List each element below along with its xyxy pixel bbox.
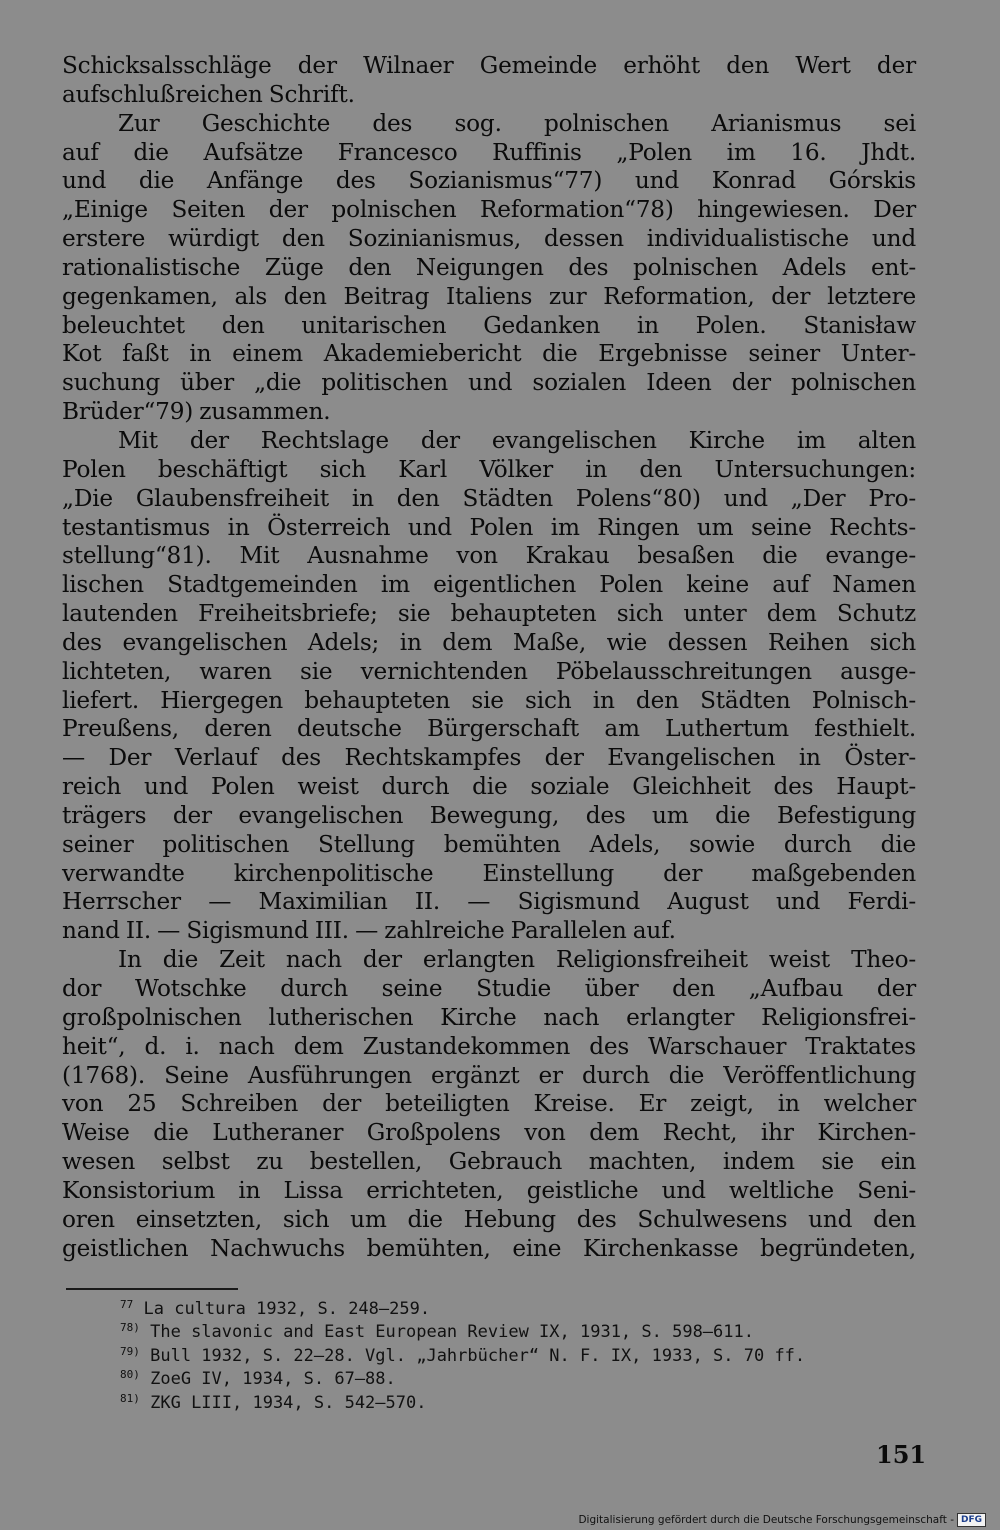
footnote-79 (120, 1345, 920, 1368)
footnote-text: Bull 1932, S. 22—28. Vgl. „Jahrbücher“ N. F. IX, 1933, S. 70 ff. (150, 1345, 806, 1366)
text-line: beleuchtet den unitarischen Gedanken in Polen. Stanisław (62, 311, 916, 339)
paragraph-1 (62, 52, 916, 110)
paragraph-3 (62, 427, 916, 946)
text-line: lichteten, waren sie vernichtenden Pöbelausschreitungen ausge- (62, 657, 916, 685)
text-line: liefert. Hiergegen behaupteten sie sich in den Städten Polnisch- (62, 686, 916, 714)
footnote-text: ZoeG IV, 1934, S. 67—88. (150, 1369, 396, 1390)
text-line: aufschlußreichen Schrift. (62, 80, 355, 108)
text-line: des evangelischen Adels; in dem Maße, wie dessen Reihen sich (62, 628, 916, 656)
text-line: Weise die Lutheraner Großpolens von dem Recht, ihr Kirchen- (62, 1119, 916, 1147)
footnote-78 (120, 1321, 920, 1344)
footnote-mark: 77 (120, 1298, 134, 1311)
text-line: reich und Polen weist durch die soziale Gleichheit des Haupt- (62, 773, 916, 801)
text-line: Herrscher — Maximilian II. — Sigismund August und Ferdi- (62, 888, 916, 916)
footnote-text: ZKG LIII, 1934, S. 542—570. (150, 1392, 427, 1413)
text-line: Schicksalsschläge der Wilnaer Gemeinde erhöht den Wert der (62, 52, 916, 79)
paragraph-4 (62, 946, 916, 1263)
text-line: geistlichen Nachwuchs bemühten, eine Kirchenkasse begründeten, (62, 1234, 916, 1262)
footnote-80 (120, 1368, 920, 1391)
text-line: — Der Verlauf des Rechtskampfes der Evangelischen in Öster- (62, 744, 916, 772)
text-line: Zur Geschichte des sog. polnischen Arianismus sei (118, 109, 916, 137)
text-line: gegenkamen, als den Beitrag Italiens zur Reformation, der letztere (62, 282, 916, 310)
dfg-logo-icon: DFG (957, 1513, 986, 1527)
text-line: rationalistische Züge den Neigungen des polnischen Adels ent- (62, 253, 916, 281)
footnote-81 (120, 1392, 920, 1415)
text-line: auf die Aufsätze Francesco Ruffinis „Polen im 16. Jhdt. (62, 138, 916, 166)
text-line: Brüder“79) zusammen. (62, 398, 331, 426)
text-line: verwandte kirchenpolitische Einstellung der maßgebenden (62, 859, 916, 887)
text-line: Preußens, deren deutsche Bürgerschaft am Luthertum festhielt. (62, 715, 916, 743)
footnote-mark: 79) (120, 1344, 140, 1358)
text-line: stellung“81). Mit Ausnahme von Krakau besaßen die evange- (62, 542, 916, 570)
footnote-mark: 80) (120, 1368, 140, 1382)
text-line: suchung über „die politischen und sozialen Ideen der polnischen (62, 369, 916, 397)
footnote-77 (120, 1298, 920, 1321)
paragraph-2 (62, 110, 916, 427)
text-line: testantismus in Österreich und Polen im Ringen um seine Rechts- (62, 513, 916, 541)
page-number: 151 (876, 1440, 927, 1469)
footnote-mark: 78) (120, 1321, 140, 1335)
footnote-separator (66, 1288, 238, 1290)
text-line: Polen beschäftigt sich Karl Völker in den Untersuchungen: (62, 455, 916, 483)
text-line: „Einige Seiten der polnischen Reformation“78) hingewiesen. Der (62, 196, 916, 224)
text-line: von 25 Schreiben der beteiligten Kreise. Er zeigt, in welcher (62, 1090, 916, 1118)
text-line: wesen selbst zu bestellen, Gebrauch machten, indem sie ein (62, 1148, 916, 1176)
footnote-mark: 81) (120, 1391, 140, 1405)
text-line: lautenden Freiheitsbriefe; sie behaupteten sich unter dem Schutz (62, 600, 916, 628)
text-line: Kot faßt in einem Akademiebericht die Ergebnisse seiner Unter- (62, 340, 916, 368)
text-line: Mit der Rechtslage der evangelischen Kirche im alten (118, 426, 916, 454)
text-line: erstere würdigt den Sozinianismus, dessen individualistische und (62, 225, 916, 253)
text-line: heit“, d. i. nach dem Zustandekommen des Warschauer Traktates (62, 1032, 916, 1060)
text-line: und die Anfänge des Sozianismus“77) und Konrad Górskis (62, 167, 916, 195)
footnotes (120, 1298, 920, 1415)
footnote-text: La cultura 1932, S. 248—259. (143, 1299, 431, 1319)
text-line: (1768). Seine Ausführungen ergänzt er durch die Veröffentlichung (62, 1061, 916, 1089)
text-line: trägers der evangelischen Bewegung, des um die Befestigung (62, 801, 916, 829)
text-line: nand II. — Sigismund III. — zahlreiche Parallelen auf. (62, 917, 676, 945)
text-line: „Die Glaubensfreiheit in den Städten Polens“80) und „Der Pro- (62, 484, 916, 512)
text-line: dor Wotschke durch seine Studie über den „Aufbau der (62, 975, 916, 1002)
text-line: großpolnischen lutherischen Kirche nach erlangter Religionsfrei- (62, 1003, 916, 1031)
text-line: In die Zeit nach der erlangten Religionsfreiheit weist Theo- (118, 946, 916, 974)
text-line: seiner politischen Stellung bemühten Adels, sowie durch die (62, 830, 916, 858)
footnote-text: The slavonic and East European Review IX, 1931, S. 598—611. (150, 1322, 754, 1343)
digitization-credit (578, 1512, 986, 1528)
credit-text: Digitalisierung gefördert durch die Deutsche Forschungsgemeinschaft - (578, 1514, 954, 1526)
page-body (62, 52, 916, 1263)
text-line: lischen Stadtgemeinden im eigentlichen Polen keine auf Namen (62, 571, 916, 599)
text-line: Konsistorium in Lissa errichteten, geistliche und weltliche Seni- (62, 1176, 916, 1204)
text-line: oren einsetzten, sich um die Hebung des Schulwesens und den (62, 1205, 916, 1233)
